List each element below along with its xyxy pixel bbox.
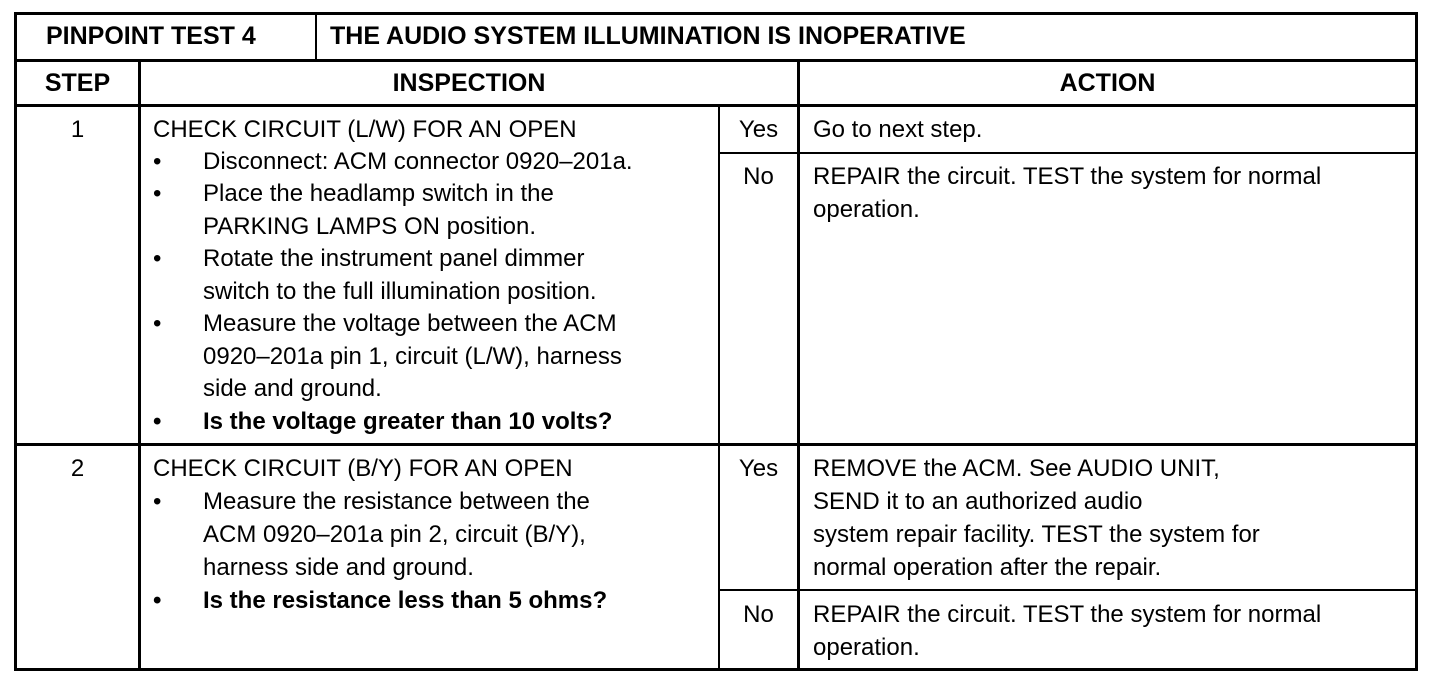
step-check-title: CHECK CIRCUIT (B/Y) FOR AN OPEN — [153, 455, 573, 482]
bullet-text-continued: harness side and ground. — [203, 554, 474, 581]
border-top — [14, 12, 1418, 15]
test-label: PINPOINT TEST 4 — [46, 22, 256, 50]
yes-action: REMOVE the ACM. See AUDIO UNIT, — [813, 455, 1220, 482]
no-action: REPAIR the circuit. TEST the system for normal — [813, 601, 1322, 628]
bullet-text: Place the headlamp switch in the — [203, 180, 554, 207]
bullet-text-continued: switch to the full illumination position. — [203, 278, 597, 305]
border-right — [1415, 12, 1418, 671]
no-action: REPAIR the circuit. TEST the system for normal — [813, 163, 1322, 190]
yes-action-continued: normal operation after the repair. — [813, 554, 1162, 581]
question-text: Is the voltage greater than 10 volts? — [203, 408, 613, 435]
header-action: ACTION — [1059, 69, 1156, 97]
bullet-text-continued: 0920–201a pin 1, circuit (L/W), harness — [203, 343, 622, 370]
header-inspection: INSPECTION — [392, 69, 546, 97]
rule-title-divider — [315, 12, 317, 61]
bullet-dot: • — [153, 488, 162, 515]
yes-action: Go to next step. — [813, 116, 983, 143]
step-number: 1 — [70, 116, 85, 143]
rule-step2-yes-no — [718, 589, 1418, 591]
border-left — [14, 12, 17, 671]
bullet-dot: • — [153, 408, 162, 435]
rule-step-column — [138, 59, 141, 671]
bullet-dot: • — [153, 245, 162, 272]
test-title: THE AUDIO SYSTEM ILLUMINATION IS INOPERATIVE — [330, 22, 966, 50]
yes-label: Yes — [738, 116, 779, 143]
border-bottom — [14, 668, 1418, 671]
rule-below-title — [14, 59, 1418, 62]
bullet-text: Disconnect: ACM connector 0920–201a. — [203, 148, 633, 175]
no-action-continued: operation. — [813, 196, 920, 223]
bullet-text-continued: PARKING LAMPS ON position. — [203, 213, 536, 240]
bullet-dot: • — [153, 180, 162, 207]
bullet-dot: • — [153, 587, 162, 614]
bullet-dot: • — [153, 310, 162, 337]
rule-action-column — [797, 59, 800, 671]
no-action-continued: operation. — [813, 634, 920, 661]
step-check-title: CHECK CIRCUIT (L/W) FOR AN OPEN — [153, 116, 577, 143]
question-text: Is the resistance less than 5 ohms? — [203, 587, 608, 614]
rule-step1-yes-no — [718, 152, 1418, 154]
bullet-text-continued: ACM 0920–201a pin 2, circuit (B/Y), — [203, 521, 586, 548]
rule-below-headers — [14, 104, 1418, 107]
bullet-text-continued: side and ground. — [203, 375, 382, 402]
bullet-text: Measure the resistance between the — [203, 488, 590, 515]
no-label: No — [743, 601, 774, 628]
yes-label: Yes — [738, 455, 779, 482]
bullet-text: Rotate the instrument panel dimmer — [203, 245, 585, 272]
bullet-dot: • — [153, 148, 162, 175]
yes-action-continued: SEND it to an authorized audio — [813, 488, 1143, 515]
yes-action-continued: system repair facility. TEST the system for — [813, 521, 1260, 548]
bullet-text: Measure the voltage between the ACM — [203, 310, 617, 337]
header-step: STEP — [44, 69, 111, 97]
no-label: No — [743, 163, 774, 190]
rule-between-steps — [14, 443, 1418, 446]
step-number: 2 — [70, 455, 85, 482]
